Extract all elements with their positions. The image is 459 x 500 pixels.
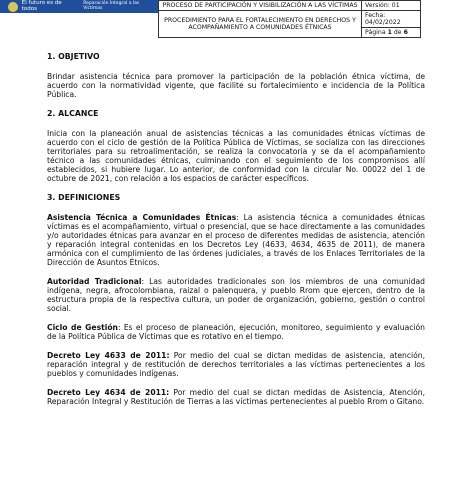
definition-item [47,388,425,406]
section-heading-objetivo: 1. OBJETIVO [47,52,100,61]
seal-icon [8,2,18,12]
institution-logo [0,0,158,13]
section-heading-alcance: 2. ALCANCE [47,109,99,118]
logo-text-2: Reparación Integral a las Víctimas [83,1,140,11]
logo-text-1: El futuro es de todos [21,0,62,12]
version: Versión: 01 [362,1,421,11]
definition-text: : Las autoridades tradicionales son los miembros de una comunidad indígena, negra, afrocolombiana, raizal o palenquera, y pueblo Rrom que ejercen, dentro de la estructura propia de la respectiva cultura, un poder de organización, gobierno, gestión o control social. [47,277,425,313]
date: Fecha: 04/02/2022 [362,11,421,28]
header-table [158,0,421,38]
objetivo-text: Brindar asistencia técnica para promover la participación de la población étnica víctima, de acuerdo con la normatividad vigente, que facilite su fortalecimiento e incidencia de la Política Pública. [47,72,425,99]
document-body [47,52,425,416]
definition-text: Por medio del cual se dictan medidas de asistencia, atención, reparación integral y de restitución de derechos territoriales a las víctimas pertenecientes a los pueblos y comunidades indígenas. [47,351,425,378]
process-name: PROCESO DE PARTICIPACIÓN Y VISIBILIZACIÓN A LAS VÍCTIMAS [159,1,362,11]
page-number: Página 1 de 6 [362,28,421,38]
definition-text: : La asistencia técnica a comunidades étnicas víctimas es el acompañamiento, virtual o presencial, que se hace directamente a las comunidades y/o autoridades étnicas para avanzar en el proceso de diferentes medidas de asistencia, atención y reparación integral contenidas en los Decretos Ley (4633, 4634, 4635 de 2011), de manera armónica con el cumplimiento de las órdenes judiciales, a través de los Enlaces Territoriales de la Dirección de Asuntos Étnicos. [47,213,425,267]
document-header [0,0,459,44]
definition-text: Por medio del cual se dictan medidas de Asistencia, Atención, Reparación Integral y Restitución de Tierras a las víctimas pertenecientes al pueblo Rrom o Gitano. [47,388,425,406]
definition-item [47,323,425,341]
definition-term: Decreto Ley 4634 de 2011: [47,388,170,397]
section-heading-definiciones: 3. DEFINICIONES [47,193,121,202]
definition-term: Autoridad Tradicional [47,277,142,286]
definition-term: Decreto Ley 4633 de 2011: [47,351,170,360]
alcance-text: Inicia con la planeación anual de asistencias técnicas a las comunidades étnicas víctimas de acuerdo con el ciclo de gestión de la Política Pública de Víctimas, se socializa con las direcciones territoriales para su retroalimentación, se realiza la convocatoria y se da el acompañamiento técnico a las comunidades étnicas, culminando con el seguimiento de los compromisos allí establecidos, si hubiere lugar. Lo anterior, de conformidad con la circular No. 00022 del 1 de octubre de 2021, con relación a los espacios de carácter específicos. [47,129,425,183]
definition-term: Asistencia Técnica a Comunidades Étnicas [47,213,237,222]
definition-text: : Es el proceso de planeación, ejecución, monitoreo, seguimiento y evaluación de la Política Pública de Víctimas que es rotativo en el tiempo. [47,323,425,341]
procedure-name: PROCEDIMIENTO PARA EL FORTALECIMIENTO EN DERECHOS Y ACOMPAÑAMIENTO A COMUNIDADES ÉTNICAS [159,11,362,38]
definition-item [47,351,425,378]
definition-item [47,277,425,313]
definition-term: Ciclo de Gestión [47,323,118,332]
definition-item [47,213,425,267]
